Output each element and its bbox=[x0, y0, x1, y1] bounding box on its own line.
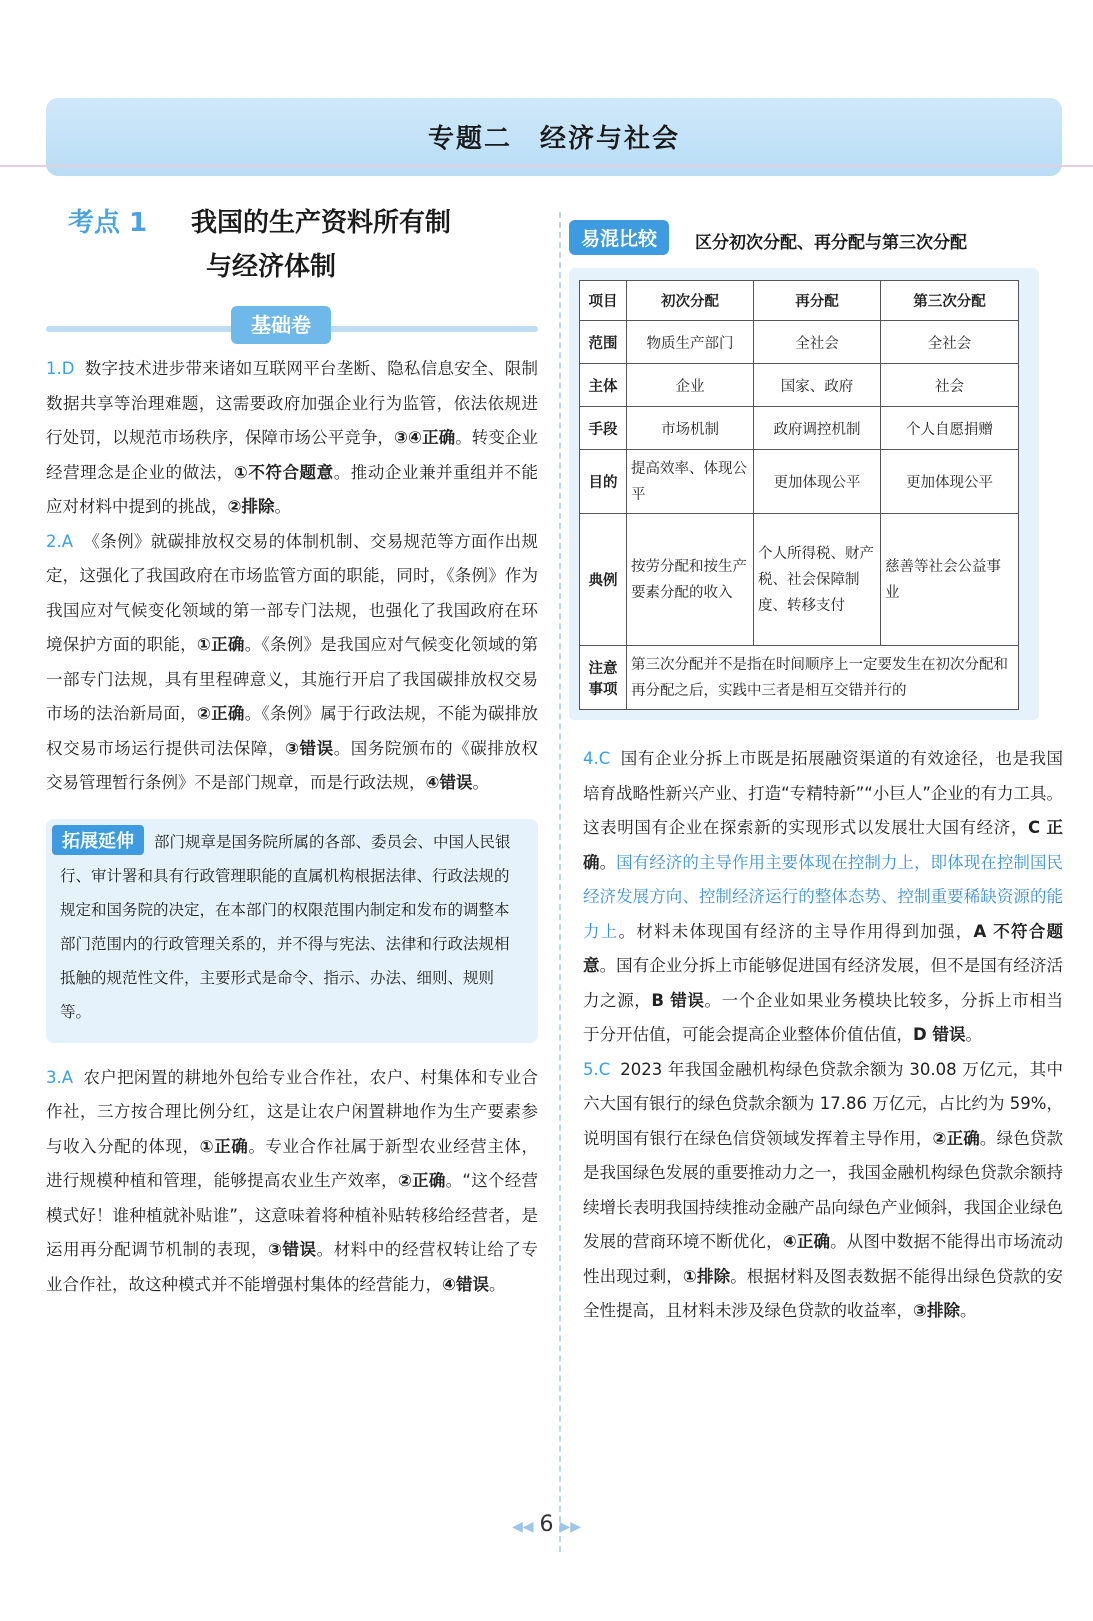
table-row bbox=[580, 514, 1019, 646]
answer-verdict: C 正确 bbox=[583, 818, 1064, 872]
question-number: 2.A bbox=[46, 531, 74, 551]
answer-3 bbox=[46, 1061, 538, 1303]
answer-highlight: 国有经济的主导作用主要体现在控制力上，即体现在控制国民经济发展方向、控制经济运行的整体态势、控制重要稀缺资源的能力上 bbox=[583, 852, 1064, 941]
extension-text: 部门规章是国务院所属的各部、委员会、中国人民银行、审计署和具有行政管理职能的直属机构根据法律、行政法规的规定和国务院的决定，在本部门的权限范围内制定和发布的调整本部门范围内的行政管理关系的，并不得与宪法、法律和行政法规相抵触的规范性文件，主要形式是命令、指示、办法、细则、规则等。 bbox=[60, 832, 511, 1021]
table-header-cell: 项目 bbox=[580, 281, 627, 321]
table-cell: 更加体现公平 bbox=[881, 450, 1019, 514]
answer-verdict: ③④正确 bbox=[393, 428, 456, 447]
table-row bbox=[580, 364, 1019, 407]
answer-text: 数字技术进步带来诸如互联网平台垄断、隐私信息安全、限制数据共享等治理难题，这需要政府加强企业行为监管，依法依规进行处罚，以规范市场秩序，保障市场公平竞争， bbox=[46, 359, 538, 447]
extension-box bbox=[46, 819, 538, 1043]
basic-section-banner bbox=[46, 302, 538, 352]
table-cell: 市场机制 bbox=[627, 407, 754, 450]
answer-verdict: ③排除 bbox=[913, 1301, 960, 1320]
answer-text: 。《条例》是我国应对气候变化领域的第一部专门法规，具有里程碑意义，其施行开启了我国碳排放权交易市场的法治新局面， bbox=[46, 635, 539, 723]
answer-verdict: B 错误 bbox=[651, 990, 705, 1010]
answer-text: 。专业合作社属于新型农业经营主体，进行规模种植和管理，能够提高农业生产效率， bbox=[46, 1136, 538, 1190]
answer-text: 。 bbox=[599, 852, 617, 872]
answer-text: 。材料中的经营权转让给了专业合作社，故这种模式并不能增强村集体的经营能力， bbox=[46, 1240, 538, 1294]
table-cell: 社会 bbox=[881, 364, 1019, 407]
answer-verdict: ①排除 bbox=[682, 1266, 731, 1286]
question-number: 1.D bbox=[46, 359, 75, 378]
answer-verdict: ②正确 bbox=[196, 704, 245, 723]
answer-text: 。材料未体现国有经济的主导作用得到加强， bbox=[618, 921, 974, 941]
answer-verdict: D 错误 bbox=[913, 1025, 966, 1044]
comparison-table bbox=[579, 280, 1019, 710]
table-cell: 物质生产部门 bbox=[627, 321, 754, 364]
question-number: 4.C bbox=[583, 749, 611, 768]
answer-verdict: ③错误 bbox=[267, 1240, 317, 1259]
answer-verdict: A 不符合题意 bbox=[583, 921, 1064, 975]
answer-text: 。《条例》属于行政法规，不能为碳排放权交易市场运行提供司法保障， bbox=[46, 704, 539, 758]
table-header-cell: 初次分配 bbox=[627, 281, 754, 321]
question-number: 3.A bbox=[46, 1067, 74, 1087]
answer-text: 。 bbox=[959, 1301, 977, 1320]
answer-text: 。“这个经营模式好！谁种植就补贴谁”，这意味着将种植补贴转移给经营者，是运用再分配调节机制的表现， bbox=[46, 1171, 538, 1259]
answer-verdict: ④错误 bbox=[442, 1274, 489, 1294]
answer-verdict: ①不符合题意 bbox=[233, 462, 334, 482]
comparison-title: 区分初次分配、再分配与第三次分配 bbox=[695, 233, 967, 253]
kaodian-heading bbox=[46, 200, 538, 292]
answer-text: 。国务院颁布的《碳排放权交易管理暂行条例》不是部门规章，而是行政法规， bbox=[46, 738, 538, 792]
comparison-tag: 易混比较 bbox=[569, 220, 669, 255]
table-row-label: 典例 bbox=[580, 514, 627, 646]
table-row-label: 手段 bbox=[580, 407, 627, 450]
table-cell: 个人所得税、财产税、社会保障制度、转移支付 bbox=[754, 514, 881, 646]
answer-2 bbox=[46, 525, 538, 801]
table-header-cell: 再分配 bbox=[754, 281, 881, 321]
answer-text: 2023 年我国金融机构绿色贷款余额为 30.08 万亿元，其中六大国有银行的绿色贷款余额为 17.86 万亿元，占比约为 59%，说明国有银行在绿色信贷领域发挥着主导作用， bbox=[583, 1059, 1063, 1148]
answer-5 bbox=[583, 1053, 1063, 1329]
table-cell: 政府调控机制 bbox=[754, 407, 881, 450]
table-cell: 按劳分配和按生产要素分配的收入 bbox=[627, 514, 754, 646]
table-row-label: 范围 bbox=[580, 321, 627, 364]
answer-verdict: ④正确 bbox=[782, 1232, 831, 1251]
answer-verdict: ①正确 bbox=[196, 635, 245, 654]
table-header-cell: 第三次分配 bbox=[881, 281, 1019, 321]
extension-tag: 拓展延伸 bbox=[52, 825, 144, 855]
page-number-footer bbox=[0, 1512, 1093, 1537]
table-cell: 企业 bbox=[627, 364, 754, 407]
answer-4 bbox=[583, 742, 1063, 1053]
answer-verdict: ②正确 bbox=[932, 1128, 980, 1148]
table-cell: 慈善等社会公益事业 bbox=[881, 514, 1019, 646]
kaodian-title-line2: 与经济体制 bbox=[206, 252, 337, 282]
answer-text: 。一个企业如果业务模块比较多，分拆上市相当于分开估值，可能会提高企业整体价值估值， bbox=[583, 990, 1064, 1044]
basic-pill: 基础卷 bbox=[231, 306, 331, 344]
table-row bbox=[580, 450, 1019, 514]
comparison-heading bbox=[583, 220, 1063, 268]
table-header-row bbox=[580, 281, 1019, 321]
answer-verdict: ②排除 bbox=[227, 497, 275, 516]
answer-text: 国有企业分拆上市既是拓展融资渠道的有效途径，也是我国培育战略性新兴产业、打造“专精特新”“小巨人”企业的有力工具。这表明国有企业在探索新的实现形式以发展壮大国有经济， bbox=[583, 749, 1063, 837]
answer-text: 。 bbox=[274, 497, 291, 516]
answer-text: 。国有企业分拆上市能够促进国有经济发展，但不是国有经济活力之源， bbox=[583, 956, 1064, 1010]
answer-text: 。转变企业经营理念是企业的做法， bbox=[46, 428, 539, 482]
answer-text: 。绿色贷款是我国绿色发展的重要推动力之一，我国金融机构绿色贷款余额持续增长表明我国持续推动金融产品向绿色产业倾斜，我国企业绿色发展的营商环境不断优化， bbox=[583, 1128, 1063, 1251]
answer-1 bbox=[46, 352, 538, 525]
answer-text: 。 bbox=[488, 1274, 506, 1294]
kaodian-label: 考点 1 bbox=[68, 208, 148, 238]
table-cell: 更加体现公平 bbox=[754, 450, 881, 514]
kaodian-title-line1: 我国的生产资料所有制 bbox=[191, 208, 452, 238]
table-cell: 国家、政府 bbox=[754, 364, 881, 407]
next-arrow-icon: ▶▶ bbox=[559, 1519, 582, 1535]
table-row-label: 注意事项 bbox=[580, 646, 627, 710]
question-number: 5.C bbox=[583, 1059, 611, 1079]
answer-verdict: ①正确 bbox=[199, 1136, 249, 1156]
table-row bbox=[580, 321, 1019, 364]
answer-text: 《条例》就碳排放权交易的体制机制、交易规范等方面作出规定，这强化了我国政府在市场监管方面的职能，同时，《条例》作为我国应对气候变化领域的第一部专门法规，也强化了我国政府在环境保护方面的职能， bbox=[46, 531, 538, 654]
table-row-label: 主体 bbox=[580, 364, 627, 407]
answer-verdict: ②正确 bbox=[397, 1171, 446, 1190]
table-note-row bbox=[580, 646, 1019, 710]
answer-text: 农户把闲置的耕地外包给专业合作社，农户、村集体和专业合作社，三方按合理比例分红，这是让农户闲置耕地作为生产要素参与收入分配的体现， bbox=[46, 1067, 538, 1156]
table-cell: 提高效率、体现公平 bbox=[627, 450, 754, 514]
table-cell: 全社会 bbox=[754, 321, 881, 364]
table-row bbox=[580, 407, 1019, 450]
left-column bbox=[46, 200, 538, 1302]
table-cell: 全社会 bbox=[881, 321, 1019, 364]
table-note: 第三次分配并不是指在时间顺序上一定要发生在初次分配和再分配之后，实践中三者是相互交错并行的 bbox=[627, 646, 1019, 710]
answer-verdict: ③错误 bbox=[285, 738, 334, 758]
column-divider bbox=[559, 212, 561, 1552]
answer-text: 。根据材料及图表数据不能得出绿色贷款的安全性提高，且材料未涉及绿色贷款的收益率， bbox=[583, 1266, 1064, 1320]
section-title: 专题二 经济与社会 bbox=[427, 124, 680, 154]
page-number: 6 bbox=[539, 1512, 554, 1537]
answer-verdict: ④错误 bbox=[425, 773, 473, 792]
table-cell: 个人自愿捐赠 bbox=[881, 407, 1019, 450]
header-divider bbox=[0, 165, 1093, 167]
answer-text: 。从图中数据不能得出市场流动性出现过剩， bbox=[583, 1232, 1064, 1286]
prev-arrow-icon: ◀◀ bbox=[511, 1519, 534, 1535]
right-column bbox=[583, 220, 1063, 1329]
answer-text: 。 bbox=[472, 773, 489, 792]
answer-text: 。推动企业兼并重组并不能应对材料中提到的挑战， bbox=[46, 462, 538, 516]
table-row-label: 目的 bbox=[580, 450, 627, 514]
comparison-box bbox=[569, 268, 1039, 720]
answer-text: 。 bbox=[965, 1025, 982, 1044]
